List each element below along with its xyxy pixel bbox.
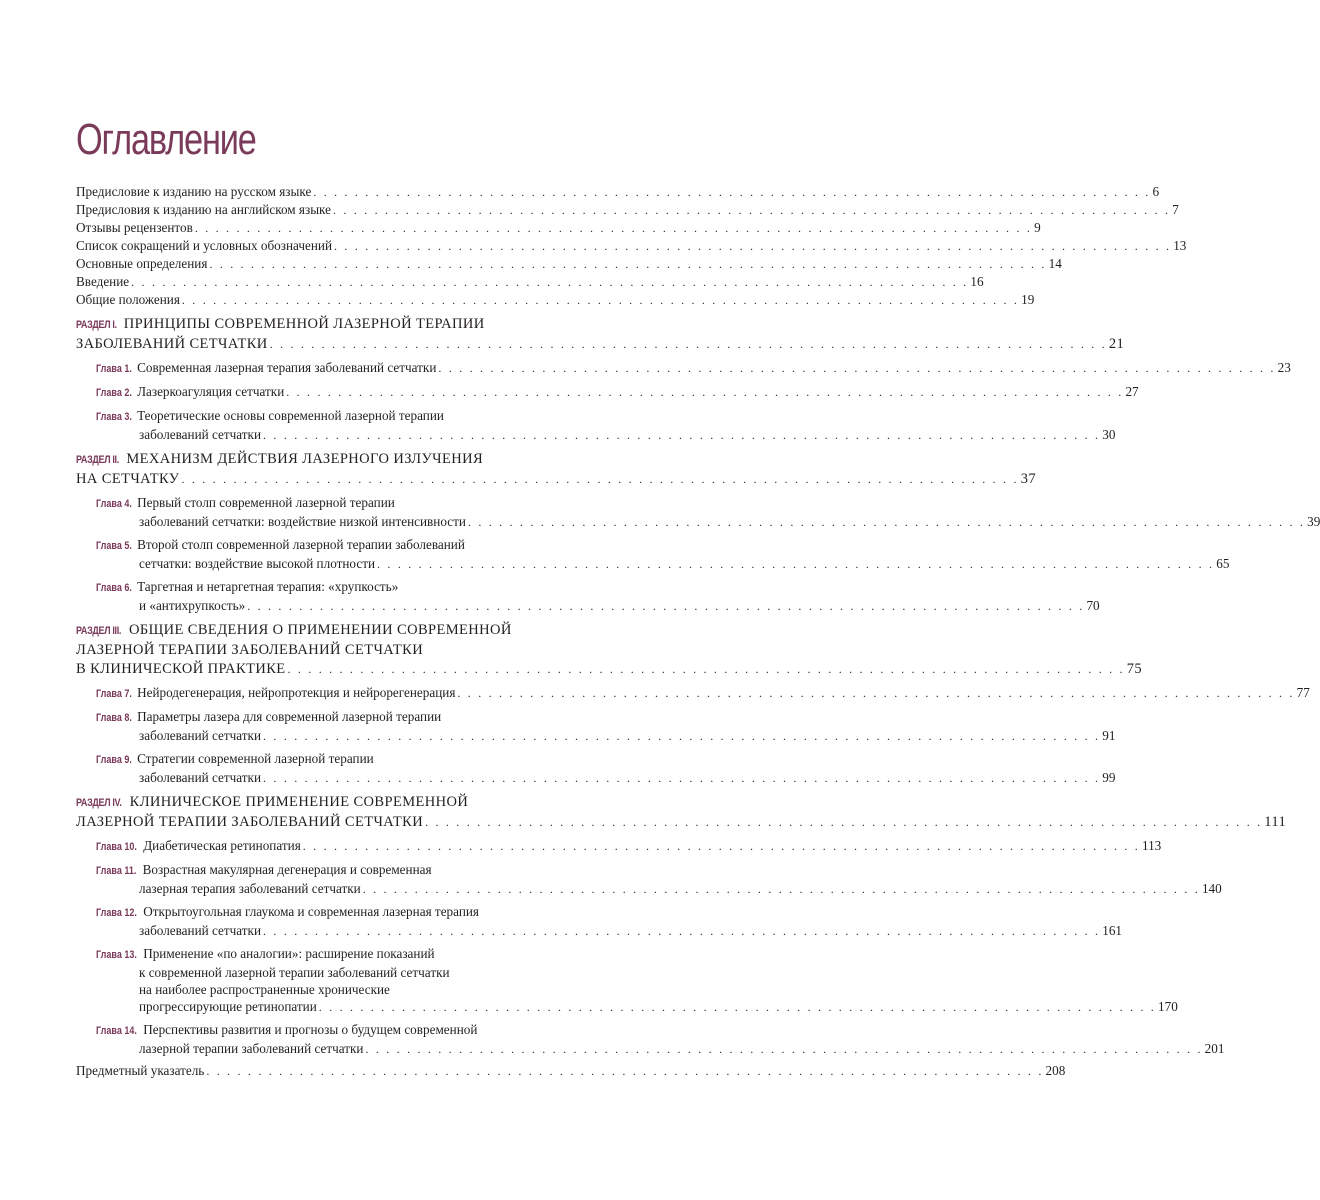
chapter-label: Глава 3. [96, 411, 132, 423]
toc-entry-title: Перспективы развития и прогнозы о будущем современной [143, 1022, 478, 1037]
dot-leader: . . . . . . . . . . . . . . . . . . . . . . . . . . . . . . . . . . . . . . . . . . . . . . . . . . . . . . . . . . . . . . . . . . . . . . . . . . . . . . . . . [457, 686, 1295, 700]
page-number: 75 [1126, 661, 1143, 677]
page-number: 70 [1086, 598, 1100, 613]
chapter-title-line [96, 750, 576, 769]
dot-leader: . . . . . . . . . . . . . . . . . . . . . . . . . . . . . . . . . . . . . . . . . . . . . . . . . . . . . . . . . . . . . . . . . . . . . . . . . . . . . . . . . [377, 557, 1215, 571]
dot-leader: . . . . . . . . . . . . . . . . . . . . . . . . . . . . . . . . . . . . . . . . . . . . . . . . . . . . . . . . . . . . . . . . . . . . . . . . . . . . . . . . . [318, 1000, 1156, 1014]
toc-entry-text [76, 335, 268, 354]
toc-entry[interactable] [96, 837, 1162, 856]
chapter-title-line [96, 536, 576, 555]
toc-entry[interactable] [96, 383, 1139, 402]
toc-entry-title: к современной лазерной терапии заболеваний сетчатки [139, 965, 450, 980]
dot-leader: . . . . . . . . . . . . . . . . . . . . . . . . . . . . . . . . . . . . . . . . . . . . . . . . . . . . . . . . . . . . . . . . . . . . . . . . . . . . . . . . . [131, 275, 969, 289]
chapter-label: Глава 9. [96, 754, 132, 766]
toc-entry-title: ПРИНЦИПЫ СОВРЕМЕННОЙ ЛАЗЕРНОЙ ТЕРАПИИ [123, 316, 485, 332]
chapter-title-line [96, 578, 576, 597]
dot-leader: . . . . . . . . . . . . . . . . . . . . . . . . . . . . . . . . . . . . . . . . . . . . . . . . . . . . . . . . . . . . . . . . . . . . . . . . . . . . . . . . . [313, 185, 1151, 199]
page-number: 65 [1216, 556, 1230, 571]
page-number: 208 [1045, 1063, 1066, 1078]
dot-leader: . . . . . . . . . . . . . . . . . . . . . . . . . . . . . . . . . . . . . . . . . . . . . . . . . . . . . . . . . . . . . . . . . . . . . . . . . . . . . . . . . [181, 293, 1020, 307]
dot-leader: . . . . . . . . . . . . . . . . . . . . . . . . . . . . . . . . . . . . . . . . . . . . . . . . . . . . . . . . . . . . . . . . . . . . . . . . . . . . . . . . . [333, 203, 1171, 217]
section-label: РАЗДЕЛ II. [76, 454, 119, 466]
page-number: 21 [1108, 336, 1125, 352]
toc-entry-title: Список сокращений и условных обозначений [76, 238, 332, 253]
chapter-8[interactable] [96, 708, 1116, 745]
toc-entry-title: Современная лазерная терапия заболеваний сетчатки [137, 360, 437, 375]
toc-entry[interactable] [96, 1040, 1225, 1058]
toc-entry[interactable] [76, 201, 1179, 219]
toc-entry[interactable] [96, 998, 1178, 1016]
dot-leader: . . . . . . . . . . . . . . . . . . . . . . . . . . . . . . . . . . . . . . . . . . . . . . . . . . . . . . . . . . . . . . . . . . . . . . . . . . . . . . . . . [263, 428, 1101, 442]
toc-entry-title: и «антихрупкость» [139, 598, 246, 613]
dot-leader: . . . . . . . . . . . . . . . . . . . . . . . . . . . . . . . . . . . . . . . . . . . . . . . . . . . . . . . . . . . . . . . . . . . . . . . . . . . . . . . . . [209, 257, 1047, 271]
toc-entry-text [96, 750, 374, 769]
toc-entry-text [76, 813, 423, 832]
page-number: 7 [1172, 202, 1179, 217]
toc-entry-text [96, 861, 432, 880]
page-number: 77 [1296, 685, 1310, 700]
toc-entry-title: лазерная терапия заболеваний сетчатки [139, 881, 361, 896]
toc-entry-title: Предисловия к изданию на английском языке [76, 202, 331, 217]
section-title-line [76, 621, 576, 641]
section-label: РАЗДЕЛ III. [76, 625, 122, 637]
page-number: 111 [1264, 814, 1287, 830]
toc-entry[interactable] [96, 769, 1116, 787]
toc-entry-text [139, 769, 261, 786]
section-title-line [76, 450, 576, 470]
chapter-7[interactable] [96, 684, 1310, 703]
page-number: 99 [1102, 770, 1116, 785]
dot-leader: . . . . . . . . . . . . . . . . . . . . . . . . . . . . . . . . . . . . . . . . . . . . . . . . . . . . . . . . . . . . . . . . . . . . . . . . . . . . . . . . . [206, 1064, 1044, 1078]
toc-entry-title: КЛИНИЧЕСКОЕ ПРИМЕНЕНИЕ СОВРЕМЕННОЙ [129, 794, 469, 810]
toc-entry-title: Диабетическая ретинопатия [143, 838, 301, 853]
toc-entry[interactable] [76, 219, 1041, 237]
page-number: 37 [1020, 471, 1036, 487]
section-4 [76, 793, 1287, 832]
chapter-title-line [96, 964, 576, 981]
toc-entry-text [76, 219, 193, 236]
chapter-2[interactable] [96, 383, 1139, 402]
toc-entry-title: Лазеркоагуляция сетчатки [137, 384, 285, 399]
toc-entry[interactable] [76, 660, 1143, 679]
toc-entry-text [76, 183, 311, 200]
section-title-line [76, 641, 576, 660]
toc-entry-title: Таргетная и нетаргетная терапия: «хрупкость» [137, 579, 399, 594]
page-number: 6 [1152, 184, 1160, 199]
page-number: 113 [1141, 838, 1162, 853]
toc-entry-text [76, 315, 485, 335]
chapter-6[interactable] [96, 578, 1100, 615]
toc-entry[interactable] [96, 684, 1310, 703]
toc-entry-title: заболеваний сетчатки [139, 728, 262, 743]
dot-leader: . . . . . . . . . . . . . . . . . . . . . . . . . . . . . . . . . . . . . . . . . . . . . . . . . . . . . . . . . . . . . . . . . . . . . . . . . . . . . . . . . [425, 815, 1263, 829]
chapter-label: Глава 7. [96, 688, 132, 700]
chapter-title-line [96, 903, 576, 922]
chapter-4[interactable] [96, 494, 1320, 531]
toc-entry-title: Возрастная макулярная дегенерация и современная [142, 862, 432, 877]
toc-entry-text [96, 1021, 477, 1040]
toc-entry-title: МЕХАНИЗМ ДЕЙСТВИЯ ЛАЗЕРНОГО ИЗЛУЧЕНИЯ [126, 451, 484, 467]
toc-entry-text [76, 793, 468, 813]
toc-entry-text [76, 291, 180, 308]
toc-entry-text [139, 922, 261, 939]
chapter-11[interactable] [96, 861, 1222, 898]
chapter-9[interactable] [96, 750, 1116, 787]
toc-entry-title: Открытоугольная глаукома и современная лазерная терапия [143, 904, 479, 919]
toc-entry[interactable] [96, 426, 1116, 444]
toc-entry-text [96, 837, 301, 856]
toc-entry-text [76, 450, 483, 470]
toc-entry[interactable] [76, 813, 1287, 832]
toc-entry-text [96, 945, 435, 964]
toc-entry[interactable] [96, 555, 1230, 573]
toc-entry-text [139, 513, 466, 530]
page-number: 161 [1102, 923, 1122, 938]
dot-leader: . . . . . . . . . . . . . . . . . . . . . . . . . . . . . . . . . . . . . . . . . . . . . . . . . . . . . . . . . . . . . . . . . . . . . . . . . . . . . . . . . [263, 729, 1101, 743]
toc-entry[interactable] [76, 291, 1035, 309]
chapter-10[interactable] [96, 837, 1162, 856]
toc-entry-text [76, 660, 286, 679]
chapter-label: Глава 13. [96, 949, 137, 961]
dot-leader: . . . . . . . . . . . . . . . . . . . . . . . . . . . . . . . . . . . . . . . . . . . . . . . . . . . . . . . . . . . . . . . . . . . . . . . . . . . . . . . . . [194, 221, 1033, 235]
toc-entry-title: В КЛИНИЧЕСКОЙ ПРАКТИКЕ [76, 661, 286, 677]
toc-entry[interactable] [96, 513, 1320, 531]
toc-entry-text [139, 1040, 363, 1057]
toc-entry-title: заболеваний сетчатки [139, 427, 262, 442]
dot-leader: . . . . . . . . . . . . . . . . . . . . . . . . . . . . . . . . . . . . . . . . . . . . . . . . . . . . . . . . . . . . . . . . . . . . . . . . . . . . . . . . . [302, 839, 1140, 853]
toc-entry[interactable] [76, 335, 1125, 354]
section-2 [76, 450, 1036, 489]
page-number: 140 [1201, 881, 1222, 896]
dot-leader: . . . . . . . . . . . . . . . . . . . . . . . . . . . . . . . . . . . . . . . . . . . . . . . . . . . . . . . . . . . . . . . . . . . . . . . . . . . . . . . . . [263, 771, 1101, 785]
toc-entry-title: ЛАЗЕРНОЙ ТЕРАПИИ ЗАБОЛЕВАНИЙ СЕТЧАТКИ [76, 814, 424, 830]
toc-entry-title: Отзывы рецензентов [76, 220, 193, 235]
page-number: 91 [1102, 728, 1116, 743]
toc-entry-title: НА СЕТЧАТКУ [76, 471, 180, 487]
page-number: 27 [1125, 384, 1139, 399]
toc-entry-text [96, 578, 398, 597]
toc-entry-text [96, 708, 441, 727]
toc-entry-text [139, 597, 245, 614]
page-number: 19 [1021, 292, 1035, 307]
dot-leader: . . . . . . . . . . . . . . . . . . . . . . . . . . . . . . . . . . . . . . . . . . . . . . . . . . . . . . . . . . . . . . . . . . . . . . . . . . . . . . . . . [467, 515, 1306, 529]
toc-entry-text [96, 494, 395, 513]
chapter-12[interactable] [96, 903, 1122, 940]
section-title-line [76, 793, 576, 813]
toc-entry[interactable] [96, 880, 1222, 898]
toc-entry[interactable] [76, 470, 1036, 489]
chapter-title-line [96, 1021, 576, 1040]
chapter-title-line [96, 861, 576, 880]
toc-entry-title: заболеваний сетчатки [139, 770, 262, 785]
section-label: РАЗДЕЛ IV. [76, 797, 122, 809]
chapter-label: Глава 2. [96, 387, 132, 399]
toc-entry-text [76, 237, 332, 254]
table-of-contents [76, 183, 1320, 1080]
page-number: 170 [1158, 999, 1178, 1014]
toc-entry[interactable] [76, 273, 984, 291]
chapter-13[interactable] [96, 945, 1178, 1016]
toc-entry-text [76, 255, 207, 272]
toc-entry-text [139, 727, 261, 744]
chapter-title-line [96, 945, 576, 964]
toc-entry-text [76, 470, 179, 489]
toc-entry-title: Параметры лазера для современной лазерной терапии [137, 709, 442, 724]
toc-entry-text [76, 273, 129, 290]
toc-entry[interactable] [96, 359, 1291, 378]
chapter-14[interactable] [96, 1021, 1225, 1058]
toc-entry-text [139, 964, 450, 981]
page-number: 14 [1048, 256, 1062, 271]
chapter-title-line [96, 708, 576, 727]
page-title: Оглавление [76, 115, 256, 164]
chapter-label: Глава 5. [96, 540, 132, 552]
chapter-title-line [96, 407, 576, 426]
toc-entry[interactable] [96, 727, 1116, 745]
toc-entry-title: Второй столп современной лазерной терапии заболеваний [137, 537, 465, 552]
toc-entry-text [76, 201, 331, 218]
toc-entry[interactable] [76, 1062, 1066, 1080]
toc-entry-text [96, 359, 436, 378]
toc-entry-text [96, 903, 479, 922]
toc-entry-text [96, 684, 455, 703]
toc-entry-title: Предисловие к изданию на русском языке [76, 184, 312, 199]
toc-entry-title: на наиболее распространенные хронические [139, 982, 390, 997]
toc-entry-title: заболеваний сетчатки: воздействие низкой интенсивности [139, 514, 466, 529]
toc-entry-title: сетчатки: воздействие высокой плотности [139, 556, 376, 571]
toc-entry-text [76, 1062, 204, 1079]
chapter-5[interactable] [96, 536, 1230, 573]
chapter-label: Глава 12. [96, 907, 137, 919]
chapter-label: Глава 6. [96, 582, 132, 594]
toc-entry-text [139, 426, 261, 443]
toc-entry-text [139, 981, 390, 998]
dot-leader: . . . . . . . . . . . . . . . . . . . . . . . . . . . . . . . . . . . . . . . . . . . . . . . . . . . . . . . . . . . . . . . . . . . . . . . . . . . . . . . . . [286, 385, 1124, 399]
page-number: 9 [1034, 220, 1041, 235]
dot-leader: . . . . . . . . . . . . . . . . . . . . . . . . . . . . . . . . . . . . . . . . . . . . . . . . . . . . . . . . . . . . . . . . . . . . . . . . . . . . . . . . . [263, 924, 1101, 938]
toc-entry[interactable] [96, 597, 1100, 615]
toc-entry-text [96, 383, 284, 402]
dot-leader: . . . . . . . . . . . . . . . . . . . . . . . . . . . . . . . . . . . . . . . . . . . . . . . . . . . . . . . . . . . . . . . . . . . . . . . . . . . . . . . . . [287, 662, 1125, 676]
section-title-line [76, 315, 576, 335]
section-1 [76, 315, 1125, 354]
chapter-title-line [96, 494, 576, 513]
dot-leader: . . . . . . . . . . . . . . . . . . . . . . . . . . . . . . . . . . . . . . . . . . . . . . . . . . . . . . . . . . . . . . . . . . . . . . . . . . . . . . . . . [334, 239, 1172, 253]
section-label: РАЗДЕЛ I. [76, 319, 117, 331]
page-number: 16 [970, 274, 984, 289]
toc-entry-title: ЗАБОЛЕВАНИЙ СЕТЧАТКИ [76, 336, 268, 352]
dot-leader: . . . . . . . . . . . . . . . . . . . . . . . . . . . . . . . . . . . . . . . . . . . . . . . . . . . . . . . . . . . . . . . . . . . . . . . . . . . . . . . . . [181, 472, 1019, 486]
chapter-1[interactable] [96, 359, 1291, 378]
chapter-label: Глава 1. [96, 363, 132, 375]
toc-entry-text [96, 407, 444, 426]
chapter-label: Глава 14. [96, 1025, 137, 1037]
page-number: 201 [1204, 1041, 1225, 1056]
toc-entry-text [96, 536, 465, 555]
chapter-label: Глава 8. [96, 712, 132, 724]
toc-entry-title: Первый столп современной лазерной терапии [137, 495, 395, 510]
toc-entry-text [139, 555, 375, 572]
dot-leader: . . . . . . . . . . . . . . . . . . . . . . . . . . . . . . . . . . . . . . . . . . . . . . . . . . . . . . . . . . . . . . . . . . . . . . . . . . . . . . . . . [247, 599, 1085, 613]
chapter-label: Глава 11. [96, 865, 137, 877]
toc-entry-title: ЛАЗЕРНОЙ ТЕРАПИИ ЗАБОЛЕВАНИЙ СЕТЧАТКИ [76, 642, 424, 658]
toc-entry[interactable] [76, 183, 1160, 201]
toc-entry-text [76, 641, 423, 660]
page-number: 30 [1102, 427, 1116, 442]
toc-entry-title: прогрессирующие ретинопатии [139, 999, 317, 1014]
toc-entry-title: Теоретические основы современной лазерной терапии [137, 408, 444, 423]
toc-entry-title: заболеваний сетчатки [139, 923, 262, 938]
toc-entry-title: лазерной терапии заболеваний сетчатки [139, 1041, 364, 1056]
dot-leader: . . . . . . . . . . . . . . . . . . . . . . . . . . . . . . . . . . . . . . . . . . . . . . . . . . . . . . . . . . . . . . . . . . . . . . . . . . . . . . . . . [365, 1042, 1203, 1056]
toc-entry-title: Нейродегенерация, нейропротекция и нейрорегенерация [137, 685, 456, 700]
page-number: 23 [1277, 360, 1291, 375]
toc-entry-title: Стратегии современной лазерной терапии [137, 751, 374, 766]
toc-entry-text [76, 621, 512, 641]
toc-entry-title: Предметный указатель [76, 1063, 205, 1078]
toc-entry-text [139, 998, 317, 1015]
toc-entry-title: Общие положения [76, 292, 180, 307]
dot-leader: . . . . . . . . . . . . . . . . . . . . . . . . . . . . . . . . . . . . . . . . . . . . . . . . . . . . . . . . . . . . . . . . . . . . . . . . . . . . . . . . . [438, 361, 1276, 375]
dot-leader: . . . . . . . . . . . . . . . . . . . . . . . . . . . . . . . . . . . . . . . . . . . . . . . . . . . . . . . . . . . . . . . . . . . . . . . . . . . . . . . . . [269, 337, 1107, 351]
toc-entry[interactable] [76, 255, 1062, 273]
toc-entry-title: Применение «по аналогии»: расширение показаний [143, 946, 435, 961]
toc-entry-text [139, 880, 361, 897]
chapter-3[interactable] [96, 407, 1116, 444]
chapter-label: Глава 10. [96, 841, 137, 853]
toc-entry-title: Основные определения [76, 256, 208, 271]
dot-leader: . . . . . . . . . . . . . . . . . . . . . . . . . . . . . . . . . . . . . . . . . . . . . . . . . . . . . . . . . . . . . . . . . . . . . . . . . . . . . . . . . [362, 882, 1200, 896]
page-number: 13 [1173, 238, 1187, 253]
toc-entry-title: ОБЩИЕ СВЕДЕНИЯ О ПРИМЕНЕНИИ СОВРЕМЕННОЙ [129, 622, 512, 638]
chapter-title-line [96, 981, 576, 998]
page-number: 39 [1307, 514, 1320, 529]
toc-entry-title: Введение [76, 274, 130, 289]
section-3 [76, 621, 1143, 679]
toc-entry[interactable] [96, 922, 1122, 940]
toc-entry[interactable] [76, 237, 1187, 255]
chapter-label: Глава 4. [96, 498, 132, 510]
